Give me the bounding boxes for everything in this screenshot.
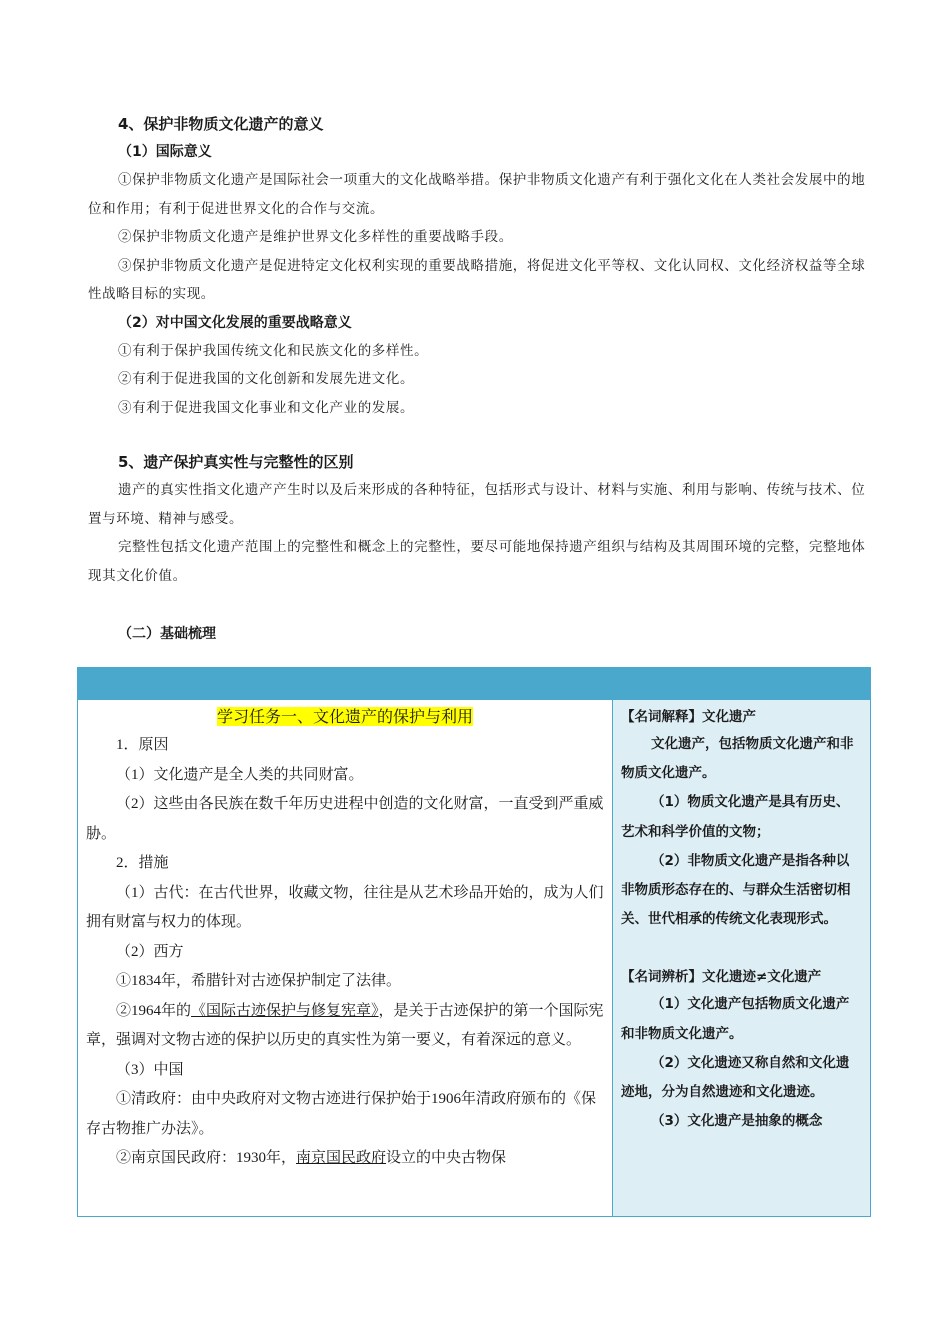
subsection-heading: （1）国际意义 bbox=[118, 144, 212, 160]
document-body bbox=[88, 110, 866, 648]
note-text: （3）文化遗产是抽象的概念 bbox=[651, 1113, 823, 1130]
list-item: （1）古代：在古代世界，收藏文物，往往是从艺术珍品开始的，成为人们拥有财富与权力的体现。 bbox=[86, 884, 604, 930]
note-text: （1）文化遗产包括物质文化遗产和非物质文化遗产。 bbox=[621, 996, 850, 1042]
paragraph: ③有利于促进我国文化事业和文化产业的发展。 bbox=[118, 399, 415, 416]
paragraph: ③保护非物质文化遗产是促进特定文化权利实现的重要战略措施，将促进文化平等权、文化认同权、文化经济权益等全球性战略目标的实现。 bbox=[88, 257, 866, 302]
note-text: （1）物质文化遗产是具有历史、艺术和科学价值的文物； bbox=[621, 794, 850, 840]
side-note-cell bbox=[613, 700, 871, 1217]
note-text: （2）文化遗迹又称自然和文化遗迹地，分为自然遗迹和文化遗迹。 bbox=[621, 1054, 850, 1101]
study-table bbox=[77, 667, 871, 1217]
list-item: 1．原因 bbox=[116, 737, 169, 753]
table-header-cell bbox=[78, 668, 613, 700]
note-text: （2）非物质文化遗产是指各种以非物质形态存在的、与群众生活密切相关、世代相承的传统文化表现形式。 bbox=[621, 852, 851, 928]
list-item: （3）中国 bbox=[116, 1061, 184, 1078]
fill-blank-answer: 《国际古迹保护与修复宪章》 bbox=[191, 1002, 379, 1019]
list-item: （2）这些由各民族在数千年历史进程中创造的文化财富，一直受到严重威胁。 bbox=[86, 796, 604, 842]
table-header-cell bbox=[613, 668, 871, 700]
list-item: 2．措施 bbox=[116, 855, 169, 871]
paragraph: ②有利于促进我国的文化创新和发展先进文化。 bbox=[118, 371, 415, 387]
list-item: ①清政府：由中央政府对文物古迹进行保护始于1906年清政府颁布的《保存古物推广办法》。 bbox=[86, 1091, 597, 1137]
text-run: ，是关于古迹保护的第一个国际宪章，强调对文物古迹的保护以历史的真实性为第一要义，有着深远的意义。 bbox=[86, 1002, 604, 1048]
paragraph: ①保护非物质文化遗产是国际社会一项重大的文化战略举措。保护非物质文化遗产有利于强化文化在人类社会发展中的地位和作用；有利于促进世界文化的合作与交流。 bbox=[88, 172, 866, 217]
table-row bbox=[78, 700, 871, 1217]
text-run: ②南京国民政府：1930年， bbox=[116, 1150, 297, 1166]
subsection-heading: （2）对中国文化发展的重要战略意义 bbox=[118, 314, 352, 331]
highlighted-title: 学习任务一、文化遗产的保护与利用 bbox=[216, 707, 473, 726]
paragraph: 遗产的真实性指文化遗产产生时以及后来形成的各种特征，包括形式与设计、材料与实施、利用与影响、传统与技术、位置与环境、精神与感受。 bbox=[88, 482, 866, 527]
text-run: ②1964年的 bbox=[116, 1002, 192, 1019]
fill-blank-answer: 南京国民政府 bbox=[296, 1150, 387, 1166]
paragraph: ②保护非物质文化遗产是维护世界文化多样性的重要战略手段。 bbox=[118, 229, 513, 245]
section-heading: 4、保护非物质文化遗产的意义 bbox=[118, 115, 324, 133]
text-run: 设立的中央古物保 bbox=[386, 1150, 507, 1166]
list-item: （2）西方 bbox=[116, 943, 184, 960]
section-heading: （二）基础梳理 bbox=[118, 626, 216, 642]
list-item: （1）文化遗产是全人类的共同财富。 bbox=[116, 766, 364, 783]
list-item: ①1834年，希腊针对古迹保护制定了法律。 bbox=[116, 973, 402, 989]
list-item bbox=[86, 997, 604, 1056]
note-title: 【名词辨析】文化遗迹≠文化遗产 bbox=[621, 969, 822, 986]
note-title: 【名词解释】文化遗产 bbox=[621, 709, 756, 725]
paragraph: 完整性包括文化遗产范围上的完整性和概念上的完整性，要尽可能地保持遗产组织与结构及其周围环境的完整，完整地体现其文化价值。 bbox=[88, 539, 866, 584]
section-heading: 5、遗产保护真实性与完整性的区别 bbox=[118, 453, 354, 471]
task-title bbox=[86, 704, 604, 731]
table-header-row bbox=[78, 668, 871, 700]
list-item bbox=[86, 1144, 604, 1174]
note-text: 文化遗产，包括物质文化遗产和非物质文化遗产。 bbox=[621, 736, 854, 782]
paragraph: ①有利于保护我国传统文化和民族文化的多样性。 bbox=[118, 342, 429, 359]
main-content-cell bbox=[78, 700, 613, 1217]
